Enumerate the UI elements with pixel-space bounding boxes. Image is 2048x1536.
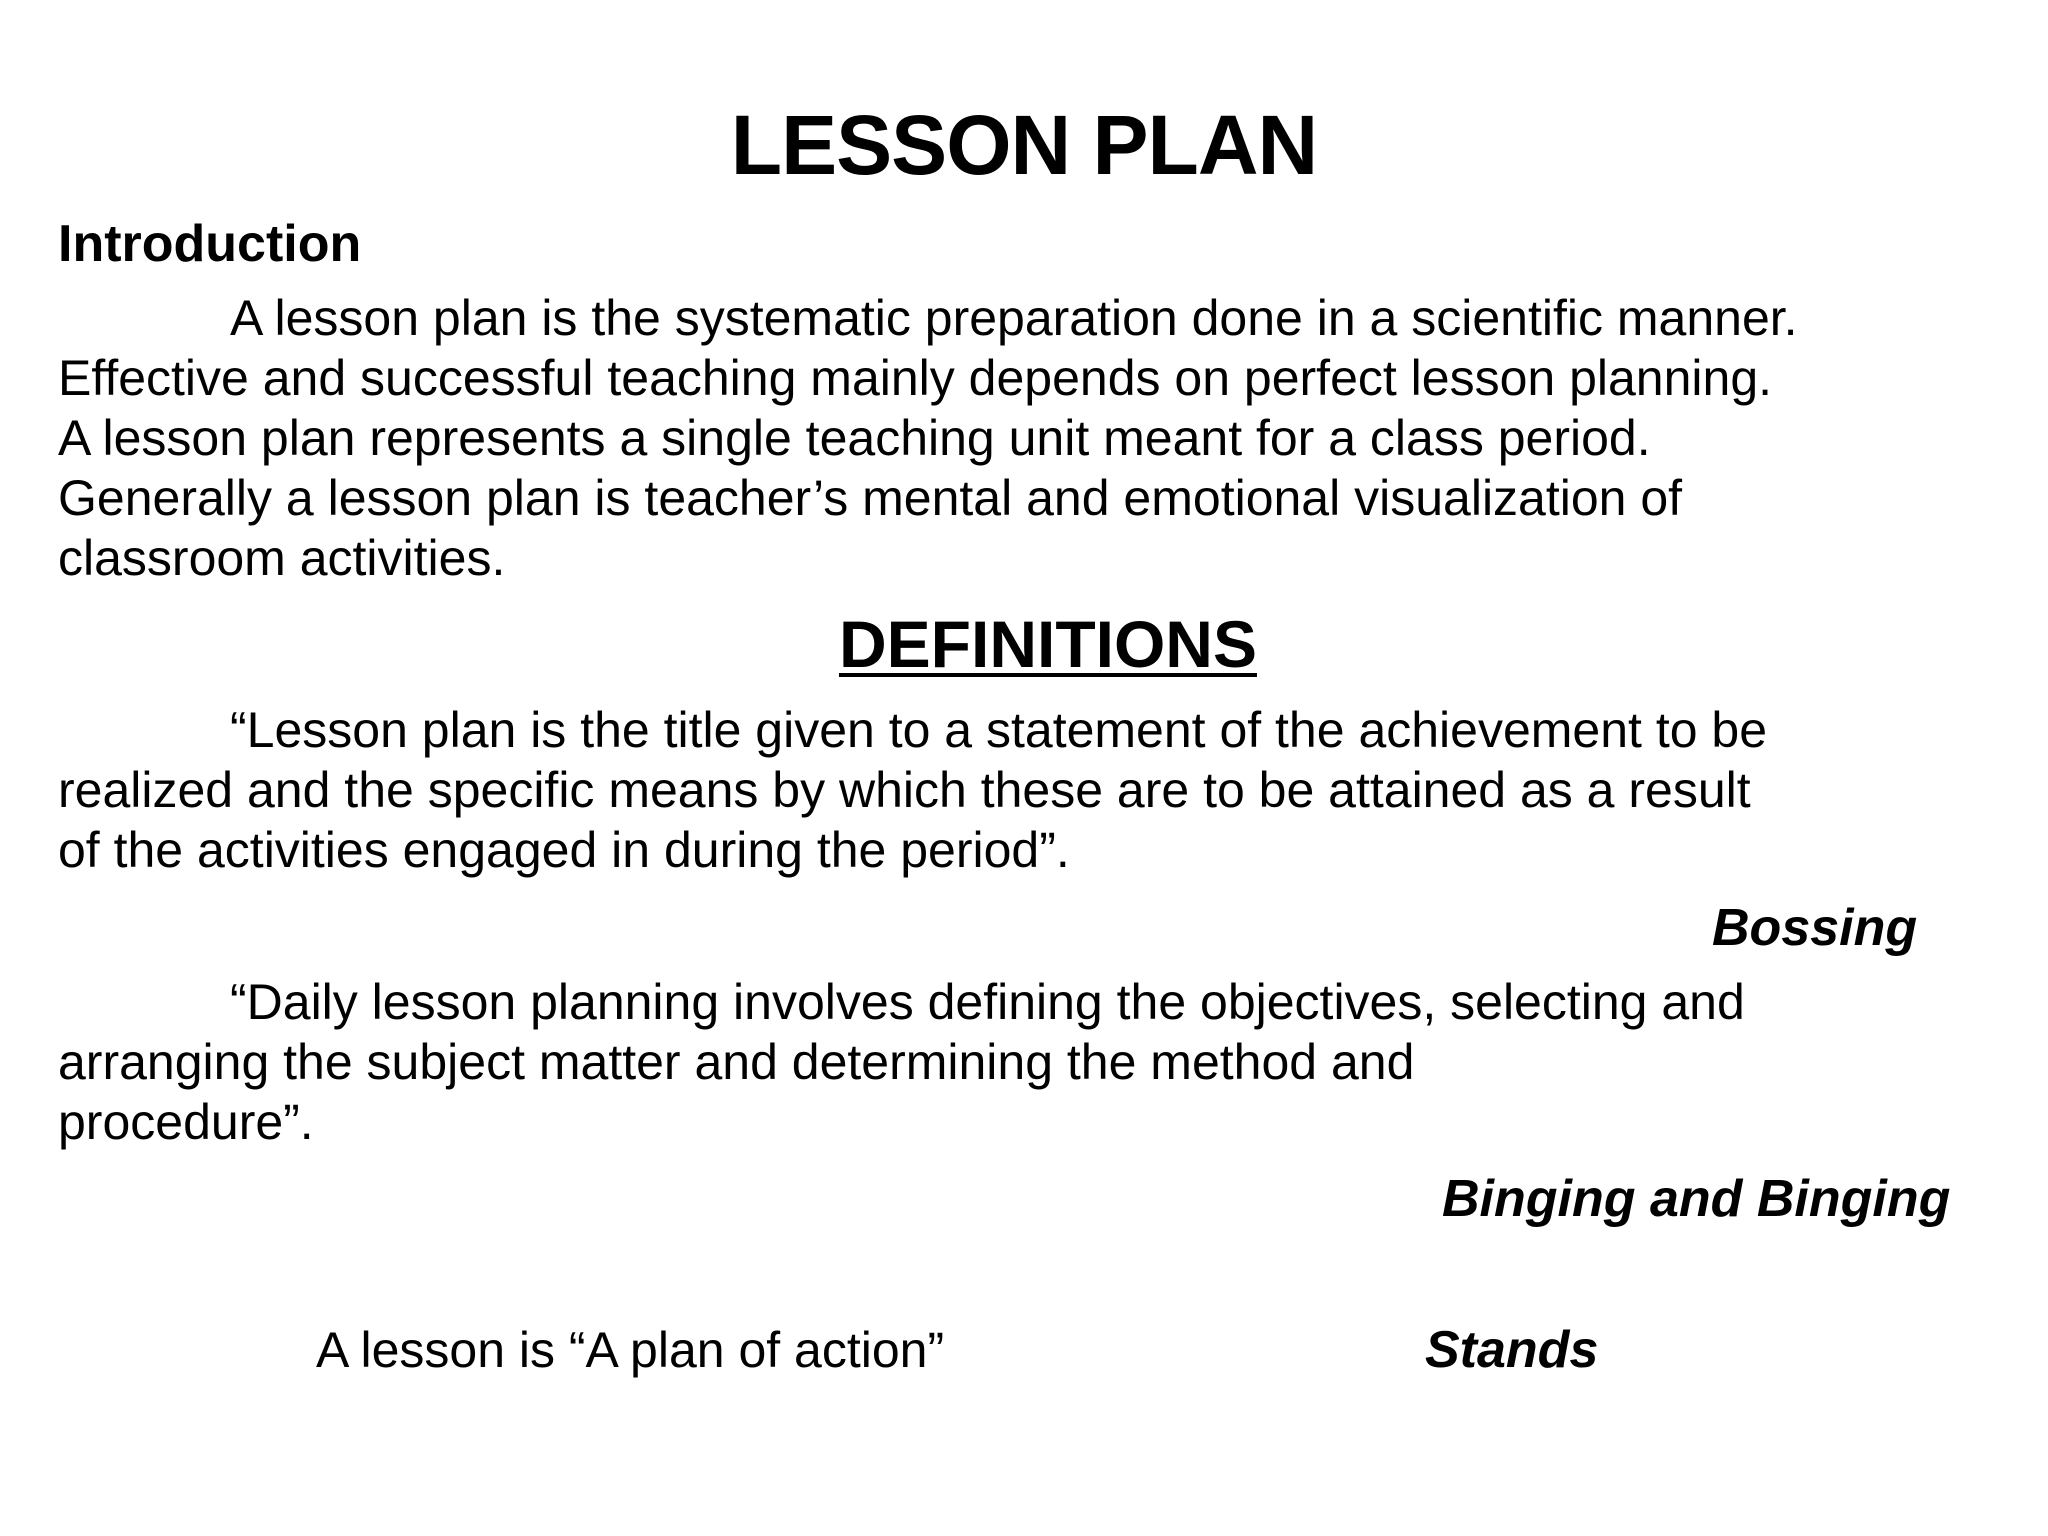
definition-quote	[58, 972, 2048, 1152]
introduction-paragraph	[58, 288, 2048, 588]
definitions-heading-text: DEFINITIONS	[838, 607, 1257, 681]
definition-author: Stands	[1425, 1321, 1599, 1379]
paragraph-line: Generally a lesson plan is teacher’s mental and emotional visualization of	[58, 470, 1683, 526]
definitions-heading	[0, 604, 2048, 684]
paragraph-line: A lesson plan represents a single teaching unit meant for a class period.	[58, 410, 1651, 466]
definition-author: Bossing	[1712, 899, 1918, 957]
quote-line: of the activities engaged in during the period”.	[58, 822, 1070, 878]
definition-quote	[58, 700, 2048, 880]
introduction-heading: Introduction	[58, 215, 362, 273]
quote-line: “Daily lesson planning involves defining the objectives, selecting and	[230, 974, 1745, 1030]
paragraph-line: classroom activities.	[58, 530, 506, 586]
quote-line: realized and the specific means by which these are to be attained as a result	[58, 762, 1751, 818]
quote-line: arranging the subject matter and determining the method and	[58, 1034, 1415, 1090]
paragraph-line: Effective and successful teaching mainly depends on perfect lesson planning.	[58, 350, 1773, 406]
slide-title: LESSON PLAN	[730, 98, 1318, 192]
paragraph-line: A lesson plan is the systematic preparation done in a scientific manner.	[230, 290, 1798, 346]
quote-line: “Lesson plan is the title given to a statement of the achievement to be	[230, 702, 1768, 758]
quote-line: procedure”.	[58, 1094, 314, 1150]
definition-quote: A lesson is “A plan of action”	[316, 1322, 945, 1378]
definition-author: Binging and Binging	[1442, 1170, 1951, 1228]
